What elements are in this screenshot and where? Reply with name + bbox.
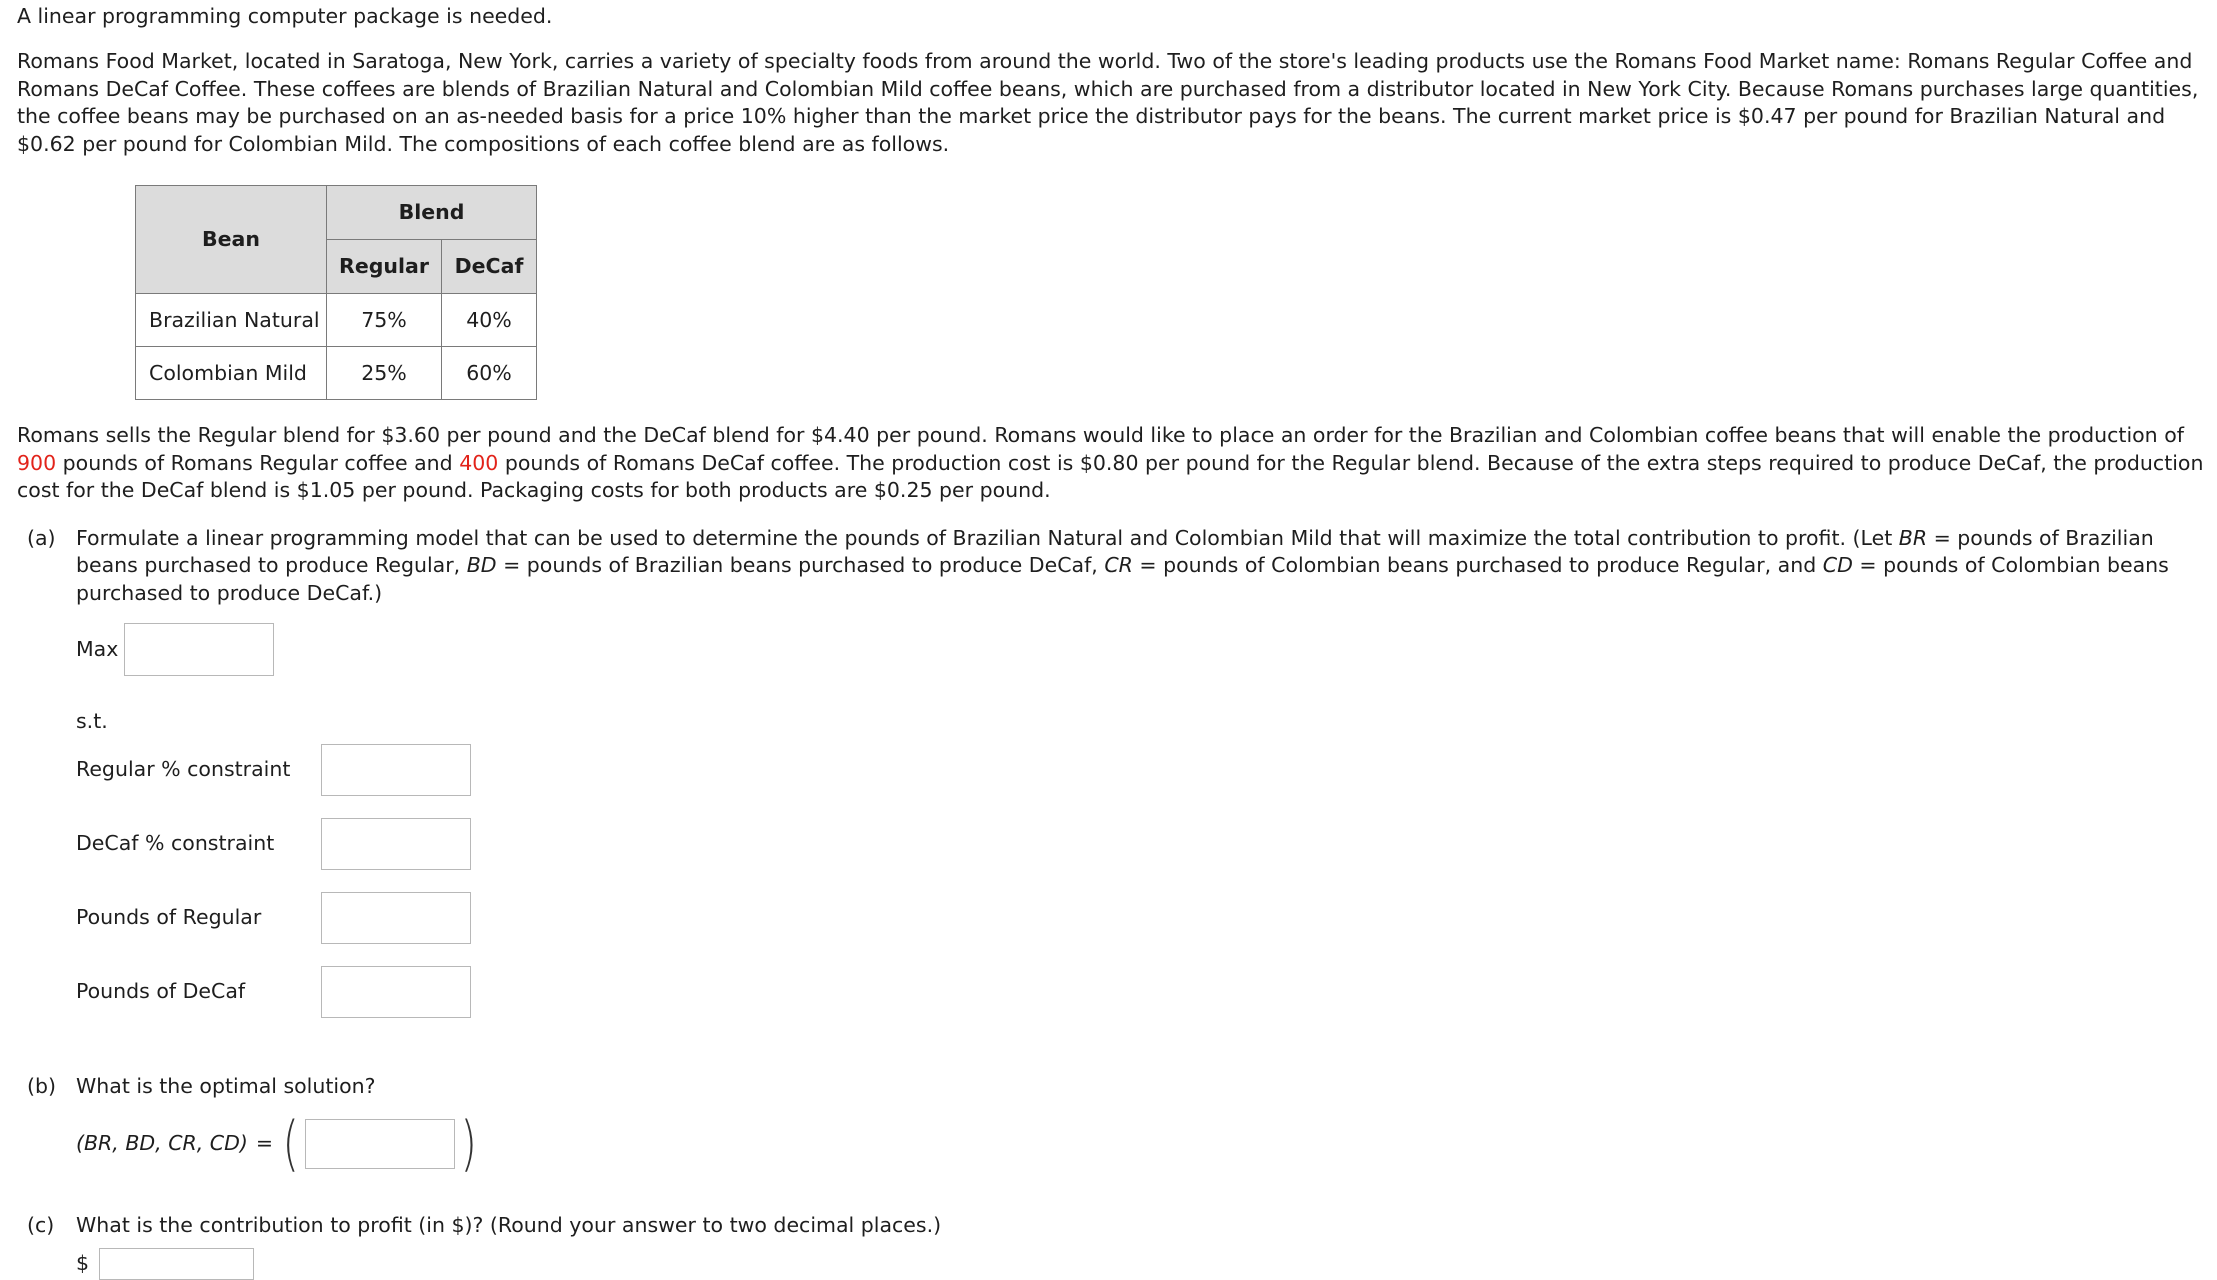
profit-input[interactable] [99, 1248, 254, 1280]
header-text: A linear programming computer package is needed. [17, 4, 553, 28]
optimal-solution-input[interactable] [305, 1119, 455, 1169]
constraint-label: Regular % constraint [76, 756, 291, 781]
question-text: = pounds of Brazilian beans purchased to produce DeCaf, [496, 553, 1105, 578]
variable-cd: CD [1822, 553, 1853, 578]
decaf-pounds-value: 400 [459, 450, 499, 475]
part-a-label: (a) [27, 525, 56, 550]
regular-percent: 25% [327, 347, 442, 400]
part-a [17, 525, 2207, 607]
regular-header: Regular [327, 240, 442, 294]
question-text: = pounds of Colombian beans purchased to produce DeCaf.) [76, 553, 2169, 605]
decaf-percent-constraint-input[interactable] [321, 818, 471, 870]
constraint-label: Pounds of Regular [76, 904, 262, 929]
constraint-row [76, 892, 2207, 944]
part-a-question [76, 525, 2207, 607]
part-c-label: (c) [27, 1213, 55, 1238]
bean-header: Bean [136, 186, 327, 294]
constraint-label: DeCaf % constraint [76, 830, 275, 855]
decaf-header: DeCaf [442, 240, 537, 294]
part-c [17, 1212, 2207, 1239]
decaf-percent: 40% [442, 294, 537, 347]
solution-row [76, 1109, 2207, 1180]
variable-cr: CR [1104, 553, 1133, 578]
part-c-question: What is the contribution to profit (in $)? (Round your answer to two decimal places.) [76, 1213, 942, 1238]
table-row [136, 294, 537, 347]
equals-sign: = [255, 1131, 274, 1156]
variable-bd: BD [466, 553, 497, 578]
sales-paragraph [17, 422, 2207, 504]
blend-composition-table [135, 185, 537, 400]
objective-row [76, 623, 2207, 676]
pounds-regular-constraint-input[interactable] [321, 892, 471, 944]
regular-percent-constraint-input[interactable] [321, 744, 471, 796]
part-b-label: (b) [27, 1073, 57, 1098]
sales-text: Romans sells the Regular blend for $3.60 per pound and the DeCaf blend for $4.40 per pound. Romans would like to place an order for the Brazilian and Colombian coffee beans that will enable the production of [17, 423, 2184, 448]
constraint-row [76, 966, 2207, 1018]
subject-to-label: s.t. [76, 709, 108, 734]
profit-row [76, 1248, 2207, 1280]
dollar-sign: $ [76, 1250, 90, 1275]
right-paren-icon: ) [460, 1109, 477, 1180]
sales-text: pounds of Romans Regular coffee and [56, 450, 460, 475]
constraint-row [76, 818, 2207, 870]
pounds-decaf-constraint-input[interactable] [321, 966, 471, 1018]
table-row [136, 347, 537, 400]
max-label: Max [76, 636, 119, 661]
blend-header: Blend [327, 186, 537, 240]
question-text: = pounds of Colombian beans purchased to produce Regular, and [1132, 553, 1823, 578]
constraint-label: Pounds of DeCaf [76, 978, 246, 1003]
intro-paragraph: Romans Food Market, located in Saratoga, New York, carries a variety of specialty foods from around the world. Two of the store's leading products use the Romans Food Market name: Romans Regular Coffee and Romans DeCaf Coffee. These coffees are blends of Brazilian Natural and Colombian Mild coffee beans, which are purchased from a distributor located in New York City. Because Romans purchases large quantities, the coffee beans may be purchased on an as-needed basis for a price 10% higher than the market price the distributor pays for the beans. The current market price is $0.47 per pound for Brazilian Natural and $0.62 per pound for Colombian Mild. The compositions of each coffee blend are as follows. [17, 49, 2199, 156]
objective-input[interactable] [124, 623, 274, 676]
solution-tuple-label: (BR, BD, CR, CD) [76, 1131, 248, 1156]
part-b [17, 1073, 2207, 1100]
bean-name: Colombian Mild [136, 347, 327, 400]
bean-name: Brazilian Natural [136, 294, 327, 347]
question-text: Formulate a linear programming model that can be used to determine the pounds of Brazilian Natural and Colombian Mild that will maximize the total contribution to profit. (Let [76, 525, 1899, 550]
regular-percent: 75% [327, 294, 442, 347]
left-paren-icon: ( [282, 1109, 300, 1180]
regular-pounds-value: 900 [17, 450, 57, 475]
sales-text: pounds of Romans DeCaf coffee. The production cost is $0.80 per pound for the Regular blend. Because of the extra steps required to produce DeCaf, the production cost for the DeCaf blend is $1.05 per pound. Packaging costs for both products are $0.25 per pound. [17, 450, 2204, 503]
part-b-question: What is the optimal solution? [76, 1073, 376, 1098]
question-page [17, 3, 2207, 1280]
decaf-percent: 60% [442, 347, 537, 400]
question-text: = pounds of Brazilian beans purchased to produce Regular, [76, 525, 2154, 578]
variable-br: BR [1898, 525, 1928, 550]
constraint-row [76, 744, 2207, 796]
